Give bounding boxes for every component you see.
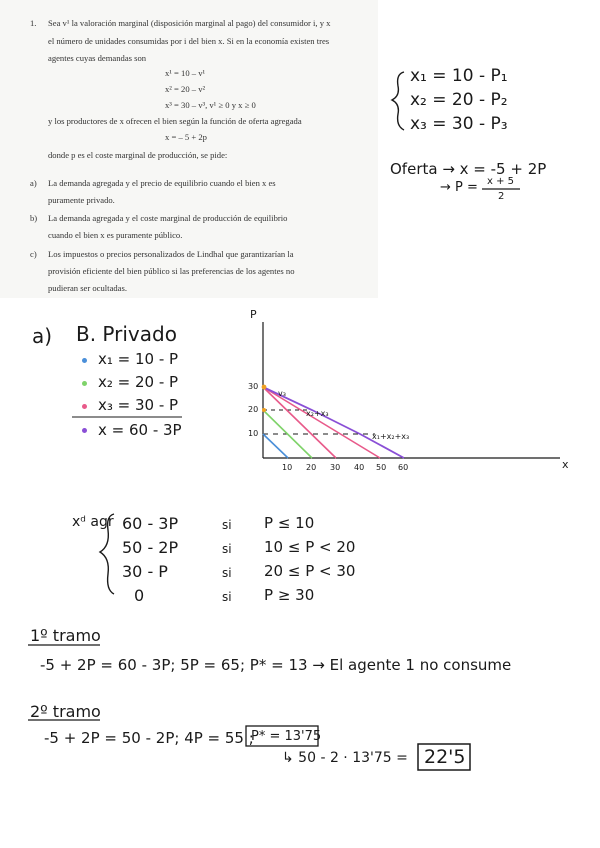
graph-xtick-40: 40	[354, 463, 365, 472]
graph-line-x3	[263, 387, 336, 458]
tramo-1-line: -5 + 2P = 60 - 3P; 5P = 65; P* = 13 → El agente 1 no consume	[40, 656, 512, 674]
tramo-2-title: 2º tramo	[30, 702, 101, 721]
piecewise-si-1: si	[222, 518, 232, 532]
graph-ytick-30: 30	[248, 382, 259, 391]
graph-xtick-60: 60	[398, 463, 409, 472]
item-a-label: a)	[30, 178, 37, 188]
agent-demand-3: x₃ = 30 - P	[98, 396, 179, 414]
item-c-label: c)	[30, 249, 37, 259]
graph-label-v3: v₃	[278, 389, 286, 398]
oferta-note: Oferta → x = -5 + 2P	[390, 160, 547, 178]
piecewise-expr-3: 30 - P	[122, 562, 168, 581]
fraction-numerator: x + 5	[487, 176, 515, 187]
graph-xtick-20: 20	[306, 463, 317, 472]
graph-point-20	[262, 408, 266, 412]
aggregate-demand: x = 60 - 3P	[98, 421, 182, 439]
where-line: donde p es el coste marginal de producción, se pide:	[48, 150, 228, 160]
graph-ytick-10: 10	[248, 429, 259, 438]
piecewise-si-3: si	[222, 566, 232, 580]
piecewise-cond-1: P ≤ 10	[264, 514, 315, 532]
piecewise-label: xᵈ agr	[72, 514, 114, 530]
fraction-denominator: 2	[498, 191, 505, 202]
graph-line-x1	[263, 434, 288, 458]
item-b-line-1: La demanda agregada y el coste marginal de producción de equilibrio	[48, 213, 288, 223]
tramo-2-line: -5 + 2P = 50 - 2P; 4P = 55 ;	[44, 729, 254, 747]
price-solve: → P =	[440, 180, 478, 195]
equation-1: x¹ = 10 – v¹	[165, 68, 206, 78]
item-a-line-2: puramente privado.	[48, 195, 115, 205]
demand-note-1: x₁ = 10 - P₁	[410, 66, 508, 86]
problem-intro-2: el número de unidades consumidas por i del bien x. Si en la economía existen tres	[48, 36, 330, 46]
item-c-line-1: Los impuestos o precios personalizados de Lindhal que garantizarían la	[48, 249, 294, 259]
section-a-label: a)	[32, 324, 53, 348]
graph-point-30	[262, 385, 267, 390]
item-a-line-1: La demanda agregada y el precio de equilibrio cuando el bien x es	[48, 178, 276, 188]
graph-xtick-50: 50	[376, 463, 387, 472]
demand-note-2: x₂ = 20 - P₂	[410, 90, 508, 110]
piecewise-expr-1: 60 - 3P	[122, 514, 179, 533]
equation-3: x³ = 30 – v³, v¹ ≥ 0 y x ≥ 0	[165, 100, 256, 110]
piecewise-cond-2: 10 ≤ P < 20	[264, 538, 356, 556]
item-b-label: b)	[30, 213, 38, 223]
tramo-2-line-2: ↳ 50 - 2 · 13'75 =	[282, 750, 408, 766]
graph-label-x2x3: x₂+x₃	[306, 409, 329, 418]
item-c-line-2: provisión eficiente del bien público si las preferencias de los agentes no	[48, 266, 295, 276]
section-a-title: B. Privado	[76, 322, 177, 346]
problem-intro-1: Sea v¹ la valoración marginal (disposición marginal al pago) del consumidor i, y x	[48, 18, 331, 28]
item-c-line-3: pudieran ser ocultadas.	[48, 283, 127, 293]
problem-intro-3: agentes cuyas demandas son	[48, 53, 147, 63]
tramo-2-boxed-quantity: 22'5	[424, 746, 466, 768]
supply-equation: x = – 5 + 2p	[165, 132, 207, 142]
piecewise-cond-4: P ≥ 30	[264, 586, 315, 604]
tramo-1-title: 1º tramo	[30, 626, 101, 645]
piecewise-expr-4: 0	[134, 586, 145, 605]
demand-note-3: x₃ = 30 - P₃	[410, 114, 508, 134]
supply-line: y los productores de x ofrecen el bien según la función de oferta agregada	[48, 116, 302, 126]
piecewise-cond-3: 20 ≤ P < 30	[264, 562, 356, 580]
agent-demand-2: x₂ = 20 - P	[98, 373, 179, 391]
graph-ytick-20: 20	[248, 405, 259, 414]
piecewise-si-2: si	[222, 542, 232, 556]
piecewise-expr-2: 50 - 2P	[122, 538, 179, 557]
agent-demand-1: x₁ = 10 - P	[98, 350, 179, 368]
problem-number: 1.	[30, 18, 37, 28]
graph-x-label: x	[562, 458, 569, 471]
graph-label-sum: x₁+x₂+x₃	[372, 432, 410, 441]
graph-y-label: P	[250, 308, 257, 321]
graph-xtick-30: 30	[330, 463, 341, 472]
piecewise-si-4: si	[222, 590, 232, 604]
equation-2: x² = 20 – v²	[165, 84, 206, 94]
tramo-2-boxed-price: P* = 13'75	[251, 729, 322, 744]
graph-xtick-10: 10	[282, 463, 293, 472]
item-b-line-2: cuando el bien x es puramente público.	[48, 230, 183, 240]
